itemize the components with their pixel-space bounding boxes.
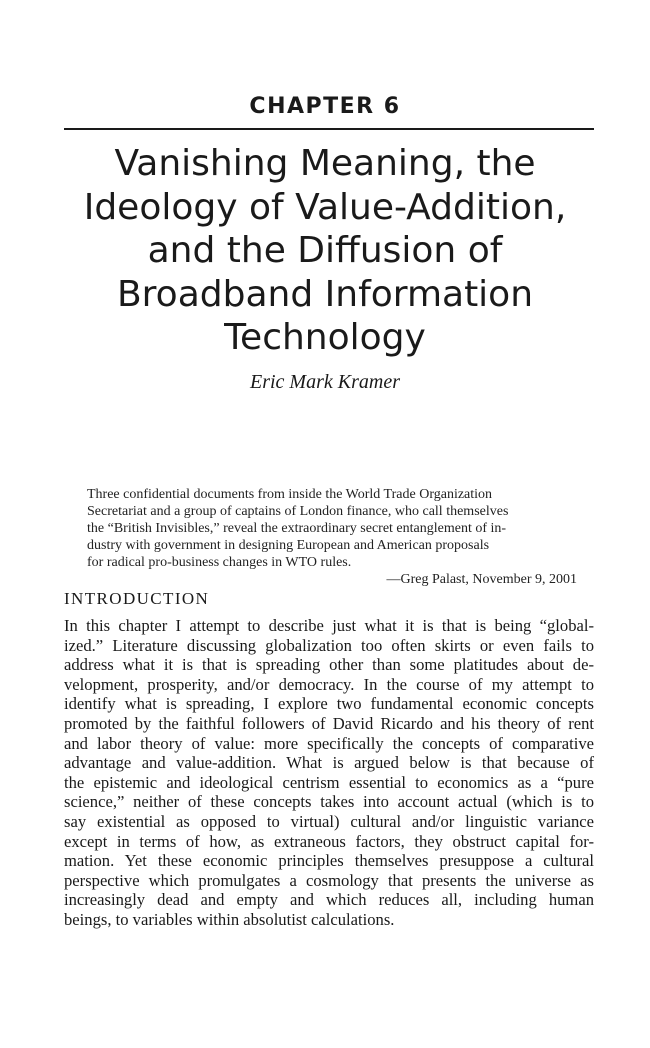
- chapter-title-line: Vanishing Meaning, the: [114, 143, 536, 184]
- body-line: velopment, prosperity, and/or democracy. In the course of my attempt to: [64, 674, 594, 694]
- epigraph-attribution: —Greg Palast, November 9, 2001: [386, 572, 577, 587]
- body-line: advantage and value-addition. What is argued below is that because of: [64, 753, 594, 773]
- body-paragraph: [64, 616, 594, 930]
- body-line: the epistemic and ideological centrism essential to economics as a “pure: [64, 772, 594, 792]
- epigraph-line: the “British Invisibles,” reveal the extraordinary secret entanglement of in-: [87, 521, 507, 536]
- epigraph-line: Secretariat and a group of captains of London finance, who call themselves: [87, 504, 509, 519]
- epigraph: [87, 486, 577, 588]
- body-line: ized.” Literature discussing globalization too often skirts or even fails to: [64, 635, 594, 655]
- body-line: and labor theory of value: more specifically the concepts of comparative: [64, 733, 594, 753]
- body-line: address what it is that is spreading other than some platitudes about de-: [64, 655, 594, 675]
- chapter-divider-rule: [64, 128, 594, 130]
- body-line: perspective which promulgates a cosmology that presents the universe as: [64, 870, 594, 890]
- body-line: beings, to variables within absolutist calculations.: [64, 909, 395, 929]
- body-line: promoted by the faithful followers of David Ricardo and his theory of rent: [64, 713, 594, 733]
- chapter-title: [60, 142, 590, 360]
- epigraph-text: [87, 486, 577, 571]
- chapter-author: Eric Mark Kramer: [250, 371, 400, 393]
- epigraph-line: Three confidential documents from inside the World Trade Organization: [87, 487, 493, 502]
- epigraph-line: dustry with government in designing European and American proposals: [87, 538, 490, 553]
- chapter-title-line: Technology: [224, 317, 426, 358]
- chapter-title-line: and the Diffusion of: [147, 230, 503, 271]
- epigraph-line: for radical pro-business changes in WTO rules.: [87, 555, 352, 570]
- section-heading: INTRODUCTION: [64, 589, 210, 608]
- body-line: say existential as opposed to virtual) cultural and/or linguistic variance: [64, 811, 594, 831]
- body-line: identify what is spreading, I explore two fundamental economic concepts: [64, 694, 594, 714]
- body-line: mation. Yet these economic principles themselves presuppose a cultural: [64, 851, 594, 871]
- body-line: science,” neither of these concepts takes into account actual (which is to: [64, 792, 594, 812]
- chapter-title-line: Ideology of Value-Addition,: [83, 186, 567, 228]
- chapter-label: CHAPTER 6: [249, 94, 401, 119]
- body-line: increasingly dead and empty and which reduces all, including human: [64, 890, 594, 910]
- body-line: In this chapter I attempt to describe just what it is that is being “global-: [64, 616, 594, 635]
- body-line: except in terms of how, as extraneous factors, they obstruct capital for-: [64, 831, 594, 851]
- chapter-title-line: Broadband Information: [116, 273, 534, 315]
